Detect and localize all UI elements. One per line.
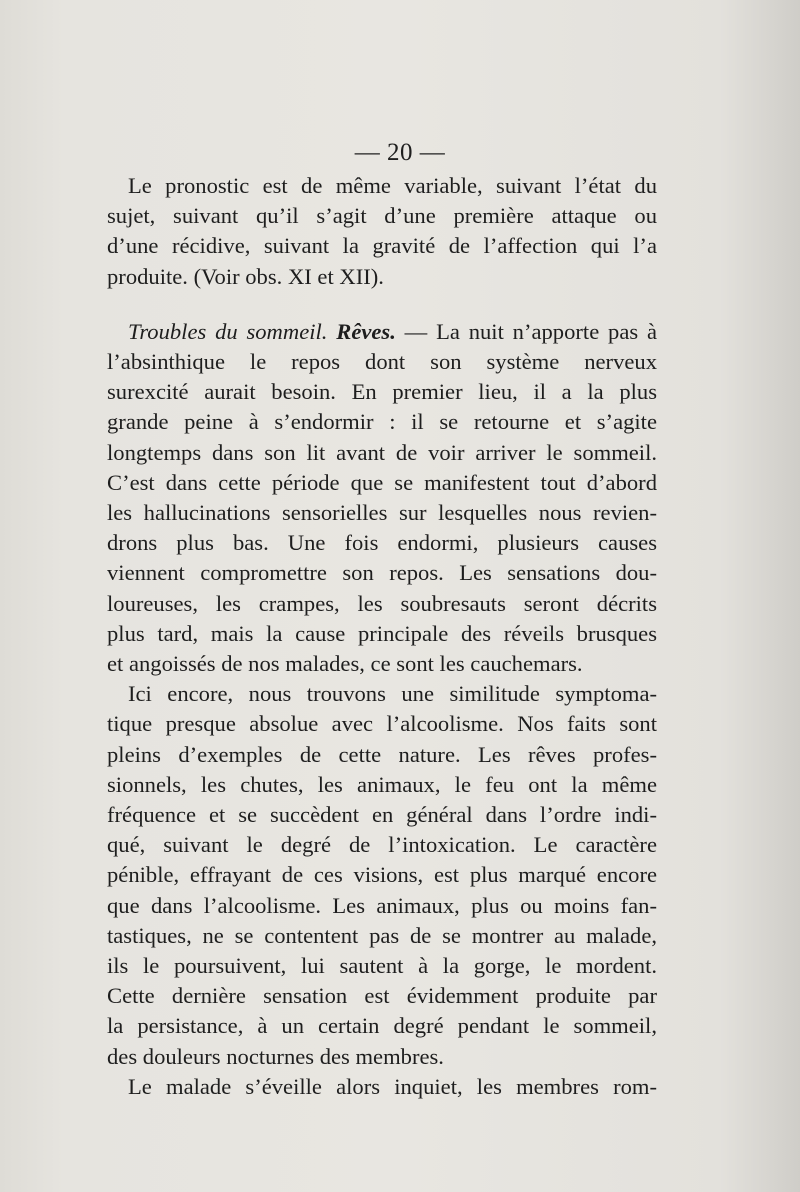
text-line: l’absinthique le repos dont son système nerveux bbox=[107, 349, 657, 375]
text-line: et angoissés de nos malades, ce sont les cauchemars. bbox=[107, 651, 583, 677]
text-line: Le malade s’éveille alors inquiet, les membres rom- bbox=[128, 1073, 657, 1099]
text-line: sionnels, les chutes, les animaux, le feu ont la même bbox=[107, 771, 657, 797]
text-line: surexcité aurait besoin. En premier lieu, il a la plus bbox=[107, 379, 657, 405]
text-line: ils le poursuivent, lui sautent à la gorge, le mordent. bbox=[107, 953, 657, 979]
text-line: les hallucinations sensorielles sur lesquelles nous revien- bbox=[107, 500, 657, 526]
text-line: la persistance, à un certain degré pendant le sommeil, bbox=[107, 1013, 657, 1039]
text-line: viennent compromettre son repos. Les sensations dou- bbox=[107, 560, 657, 586]
text-line: d’une récidive, suivant la gravité de l’affection qui l’a bbox=[107, 233, 657, 259]
text-line: loureuses, les crampes, les soubresauts seront décrits bbox=[107, 590, 657, 616]
text-line: Cette dernière sensation est évidemment produite par bbox=[107, 983, 657, 1009]
text-line: grande peine à s’endormir : il se retourne et s’agite bbox=[107, 409, 657, 435]
text-line: tastiques, ne se contentent pas de se montrer au malade, bbox=[107, 922, 657, 948]
section-subheading: Rêves. bbox=[336, 318, 396, 344]
paragraph-similarity bbox=[107, 679, 657, 1072]
text-line: plus tard, mais la cause principale des réveils brusques bbox=[107, 620, 657, 646]
text-line: pleins d’exemples de cette nature. Les rêves profes- bbox=[107, 741, 657, 767]
text-line: que dans l’alcoolisme. Les animaux, plus ou moins fan- bbox=[107, 892, 657, 918]
body-text bbox=[107, 171, 657, 1102]
text-line: produite. (Voir obs. XI et XII). bbox=[107, 263, 384, 289]
page-number: — 20 — bbox=[354, 139, 446, 166]
text-line: qué, suivant le degré de l’intoxication. Le caractère bbox=[107, 832, 657, 858]
text-line: sujet, suivant qu’il s’agit d’une première attaque ou bbox=[107, 203, 657, 229]
text-line: des douleurs nocturnes des membres. bbox=[107, 1043, 444, 1069]
text-line: pénible, effrayant de ces visions, est plus marqué encore bbox=[107, 862, 657, 888]
text-line: longtemps dans son lit avant de voir arriver le sommeil. bbox=[107, 439, 657, 465]
text-line: fréquence et se succèdent en général dans l’ordre indi- bbox=[107, 802, 657, 828]
paragraph-prognosis bbox=[107, 171, 657, 292]
text-line: Le pronostic est de même variable, suivant l’état du bbox=[128, 173, 657, 198]
paragraph-awakening bbox=[107, 1072, 657, 1102]
section-heading-line: Troubles du sommeil. Rêves. — La nuit n’apporte pas à bbox=[128, 318, 657, 344]
text-line: Ici encore, nous trouvons une similitude symptoma- bbox=[128, 681, 657, 707]
text-line: C’est dans cette période que se manifestent tout d’abord bbox=[107, 469, 657, 495]
section-heading: Troubles du sommeil. bbox=[128, 318, 328, 344]
paragraph-sleep-troubles bbox=[107, 317, 657, 679]
text-line: tique presque absolue avec l’alcoolisme. Nos faits sont bbox=[107, 711, 657, 737]
text-line: drons plus bas. Une fois endormi, plusieurs causes bbox=[107, 530, 657, 556]
